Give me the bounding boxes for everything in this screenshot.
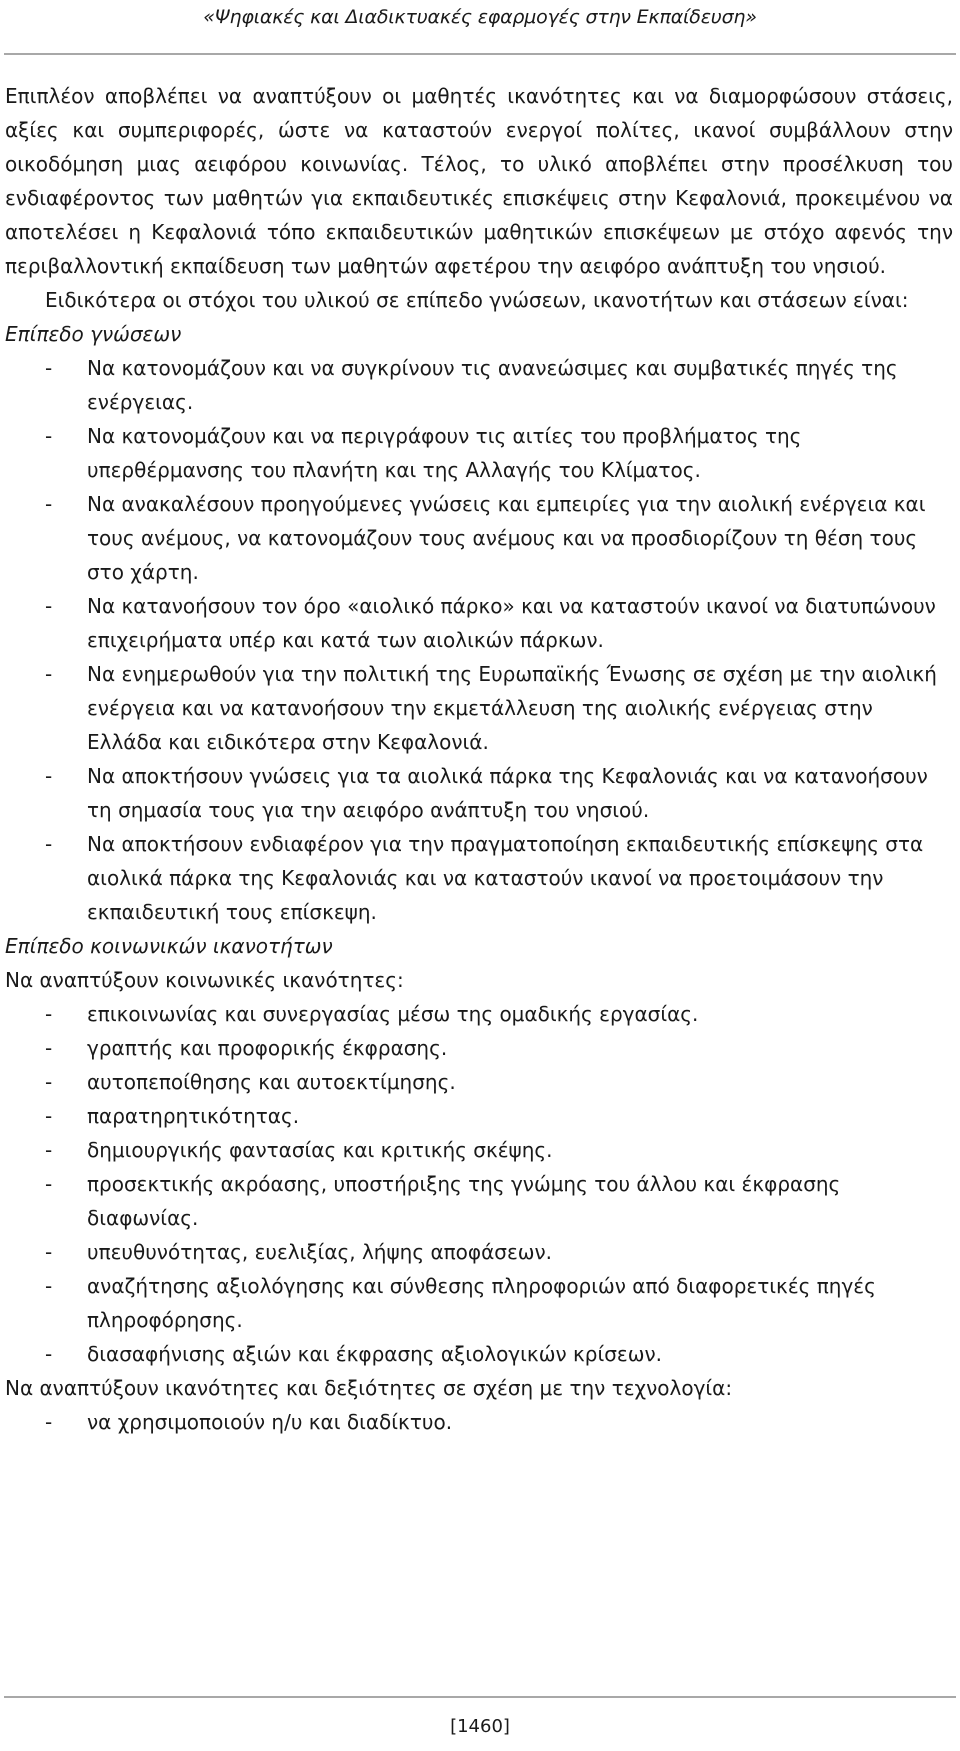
dash-marker: - — [45, 1002, 53, 1026]
footer-divider — [4, 1696, 956, 1698]
dash-marker: - — [45, 1274, 53, 1298]
social-skills-list — [5, 997, 953, 1371]
list-item — [5, 1099, 953, 1133]
list-item — [5, 657, 953, 759]
dash-marker: - — [45, 1342, 53, 1366]
list-item-text: υπευθυνότητας, ευελιξίας, λήψης αποφάσεων. — [87, 1240, 553, 1264]
intro-paragraph: Επιπλέον αποβλέπει να αναπτύξουν οι μαθητές ικανότητες και να διαμορφώσουν στάσεις, αξίες και συμπεριφορές, ώστε να καταστούν ενεργοί πολίτες, ικανοί συμβάλλουν στην οικοδόμηση μιας αειφόρου κοινωνίας. Τέλος, το υλικό αποβλέπει στην προσέλκυση του ενδιαφέροντος των μαθητών για εκπαιδευτικές επισκέψεις στην Κεφαλονιά, προκειμένου να αποτελέσει η Κεφαλονιά τόπο εκπαιδευτικών μαθητικών επισκέψεων με στόχο αφενός την περιβαλλοντική εκπαίδευση των μαθητών αφετέρου την αειφόρο ανάπτυξη του νησιού. — [5, 84, 953, 278]
dash-marker: - — [45, 424, 53, 448]
technology-skills-list — [5, 1405, 953, 1439]
list-item-text: παρατηρητικότητας. — [87, 1104, 300, 1128]
social-skills-lead: Να αναπτύξουν κοινωνικές ικανότητες: — [5, 968, 404, 992]
list-item — [5, 1167, 953, 1235]
list-item-text: επικοινωνίας και συνεργασίας μέσω της ομαδικής εργασίας. — [87, 1002, 699, 1026]
list-item-text: αυτοπεποίθησης και αυτοεκτίμησης. — [87, 1070, 456, 1094]
list-item — [5, 1133, 953, 1167]
list-item-text: διασαφήνισης αξιών και έκφρασης αξιολογικών κρίσεων. — [87, 1342, 662, 1366]
dash-marker: - — [45, 764, 53, 788]
list-item-text: Να κατονομάζουν και να συγκρίνουν τις ανανεώσιμες και συμβατικές πηγές της ενέργειας. — [87, 356, 898, 414]
dash-marker: - — [45, 1070, 53, 1094]
list-item — [5, 1065, 953, 1099]
list-item — [5, 827, 953, 929]
dash-marker: - — [45, 1138, 53, 1162]
page-body — [5, 79, 953, 1439]
dash-marker: - — [45, 356, 53, 380]
dash-marker: - — [45, 1104, 53, 1128]
list-item-text: Να κατανοήσουν τον όρο «αιολικό πάρκο» και να καταστούν ικανοί να διατυπώνουν επιχειρήματα υπέρ και κατά των αιολικών πάρκων. — [87, 594, 936, 652]
list-item-text: Να κατονομάζουν και να περιγράφουν τις αιτίες του προβλήματος της υπερθέρμανσης του πλανήτη και της Αλλαγής του Κλίματος. — [87, 424, 802, 482]
list-item — [5, 1235, 953, 1269]
list-item — [5, 759, 953, 827]
dash-marker: - — [45, 662, 53, 686]
list-item — [5, 997, 953, 1031]
dash-marker: - — [45, 832, 53, 856]
dash-marker: - — [45, 594, 53, 618]
knowledge-list — [5, 351, 953, 929]
dash-marker: - — [45, 1036, 53, 1060]
list-item — [5, 1031, 953, 1065]
dash-marker: - — [45, 492, 53, 516]
list-item — [5, 589, 953, 657]
page-number: [1460] — [450, 1716, 510, 1737]
dash-marker: - — [45, 1410, 53, 1434]
list-item — [5, 1337, 953, 1371]
list-item-text: προσεκτικής ακρόασης, υποστήριξης της γνώμης του άλλου και έκφρασης διαφωνίας. — [87, 1172, 841, 1230]
dash-marker: - — [45, 1172, 53, 1196]
list-item-text: γραπτής και προφορικής έκφρασης. — [87, 1036, 448, 1060]
list-item-text: αναζήτησης αξιολόγησης και σύνθεσης πληροφοριών από διαφορετικές πηγές πληροφόρησης. — [87, 1274, 876, 1332]
technology-skills-lead: Να αναπτύξουν ικανότητες και δεξιότητες σε σχέση με την τεχνολογία: — [5, 1376, 733, 1400]
list-item-text: Να αποκτήσουν ενδιαφέρον για την πραγματοποίηση εκπαιδευτικής επίσκεψης στα αιολικά πάρκα της Κεφαλονιάς και να καταστούν ικανοί να προετοιμάσουν την εκπαιδευτική τους επίσκεψη. — [87, 832, 924, 924]
list-item-text: Να ενημερωθούν για την πολιτική της Ευρωπαϊκής Ένωσης σε σχέση με την αιολική ενέργεια και να κατανοήσουν την εκμετάλλευση της αιολικής ενέργειας στην Ελλάδα και ειδικότερα στην Κεφαλονιά. — [87, 662, 937, 754]
list-item-text: να χρησιμοποιούν η/υ και διαδίκτυο. — [87, 1410, 453, 1434]
header-divider — [4, 53, 956, 55]
running-header: «Ψηφιακές και Διαδικτυακές εφαρμογές στην Εκπαίδευση» — [203, 6, 757, 28]
list-item-text: δημιουργικής φαντασίας και κριτικής σκέψης. — [87, 1138, 553, 1162]
list-item-text: Να αποκτήσουν γνώσεις για τα αιολικά πάρκα της Κεφαλονιάς και να κατανοήσουν τη σημασία τους για την αειφόρο ανάπτυξη του νησιού. — [87, 764, 928, 822]
knowledge-heading: Επίπεδο γνώσεων — [5, 322, 182, 346]
objectives-intro-paragraph: Ειδικότερα οι στόχοι του υλικού σε επίπεδο γνώσεων, ικανοτήτων και στάσεων είναι: — [45, 288, 909, 312]
list-item — [5, 1269, 953, 1337]
social-skills-heading: Επίπεδο κοινωνικών ικανοτήτων — [5, 934, 333, 958]
list-item — [5, 1405, 953, 1439]
list-item — [5, 419, 953, 487]
list-item — [5, 351, 953, 419]
list-item — [5, 487, 953, 589]
list-item-text: Να ανακαλέσουν προηγούμενες γνώσεις και εμπειρίες για την αιολική ενέργεια και τους ανέμους, να κατονομάζουν τους ανέμους και να προσδιορίζουν τη θέση τους στο χάρτη. — [87, 492, 926, 584]
dash-marker: - — [45, 1240, 53, 1264]
